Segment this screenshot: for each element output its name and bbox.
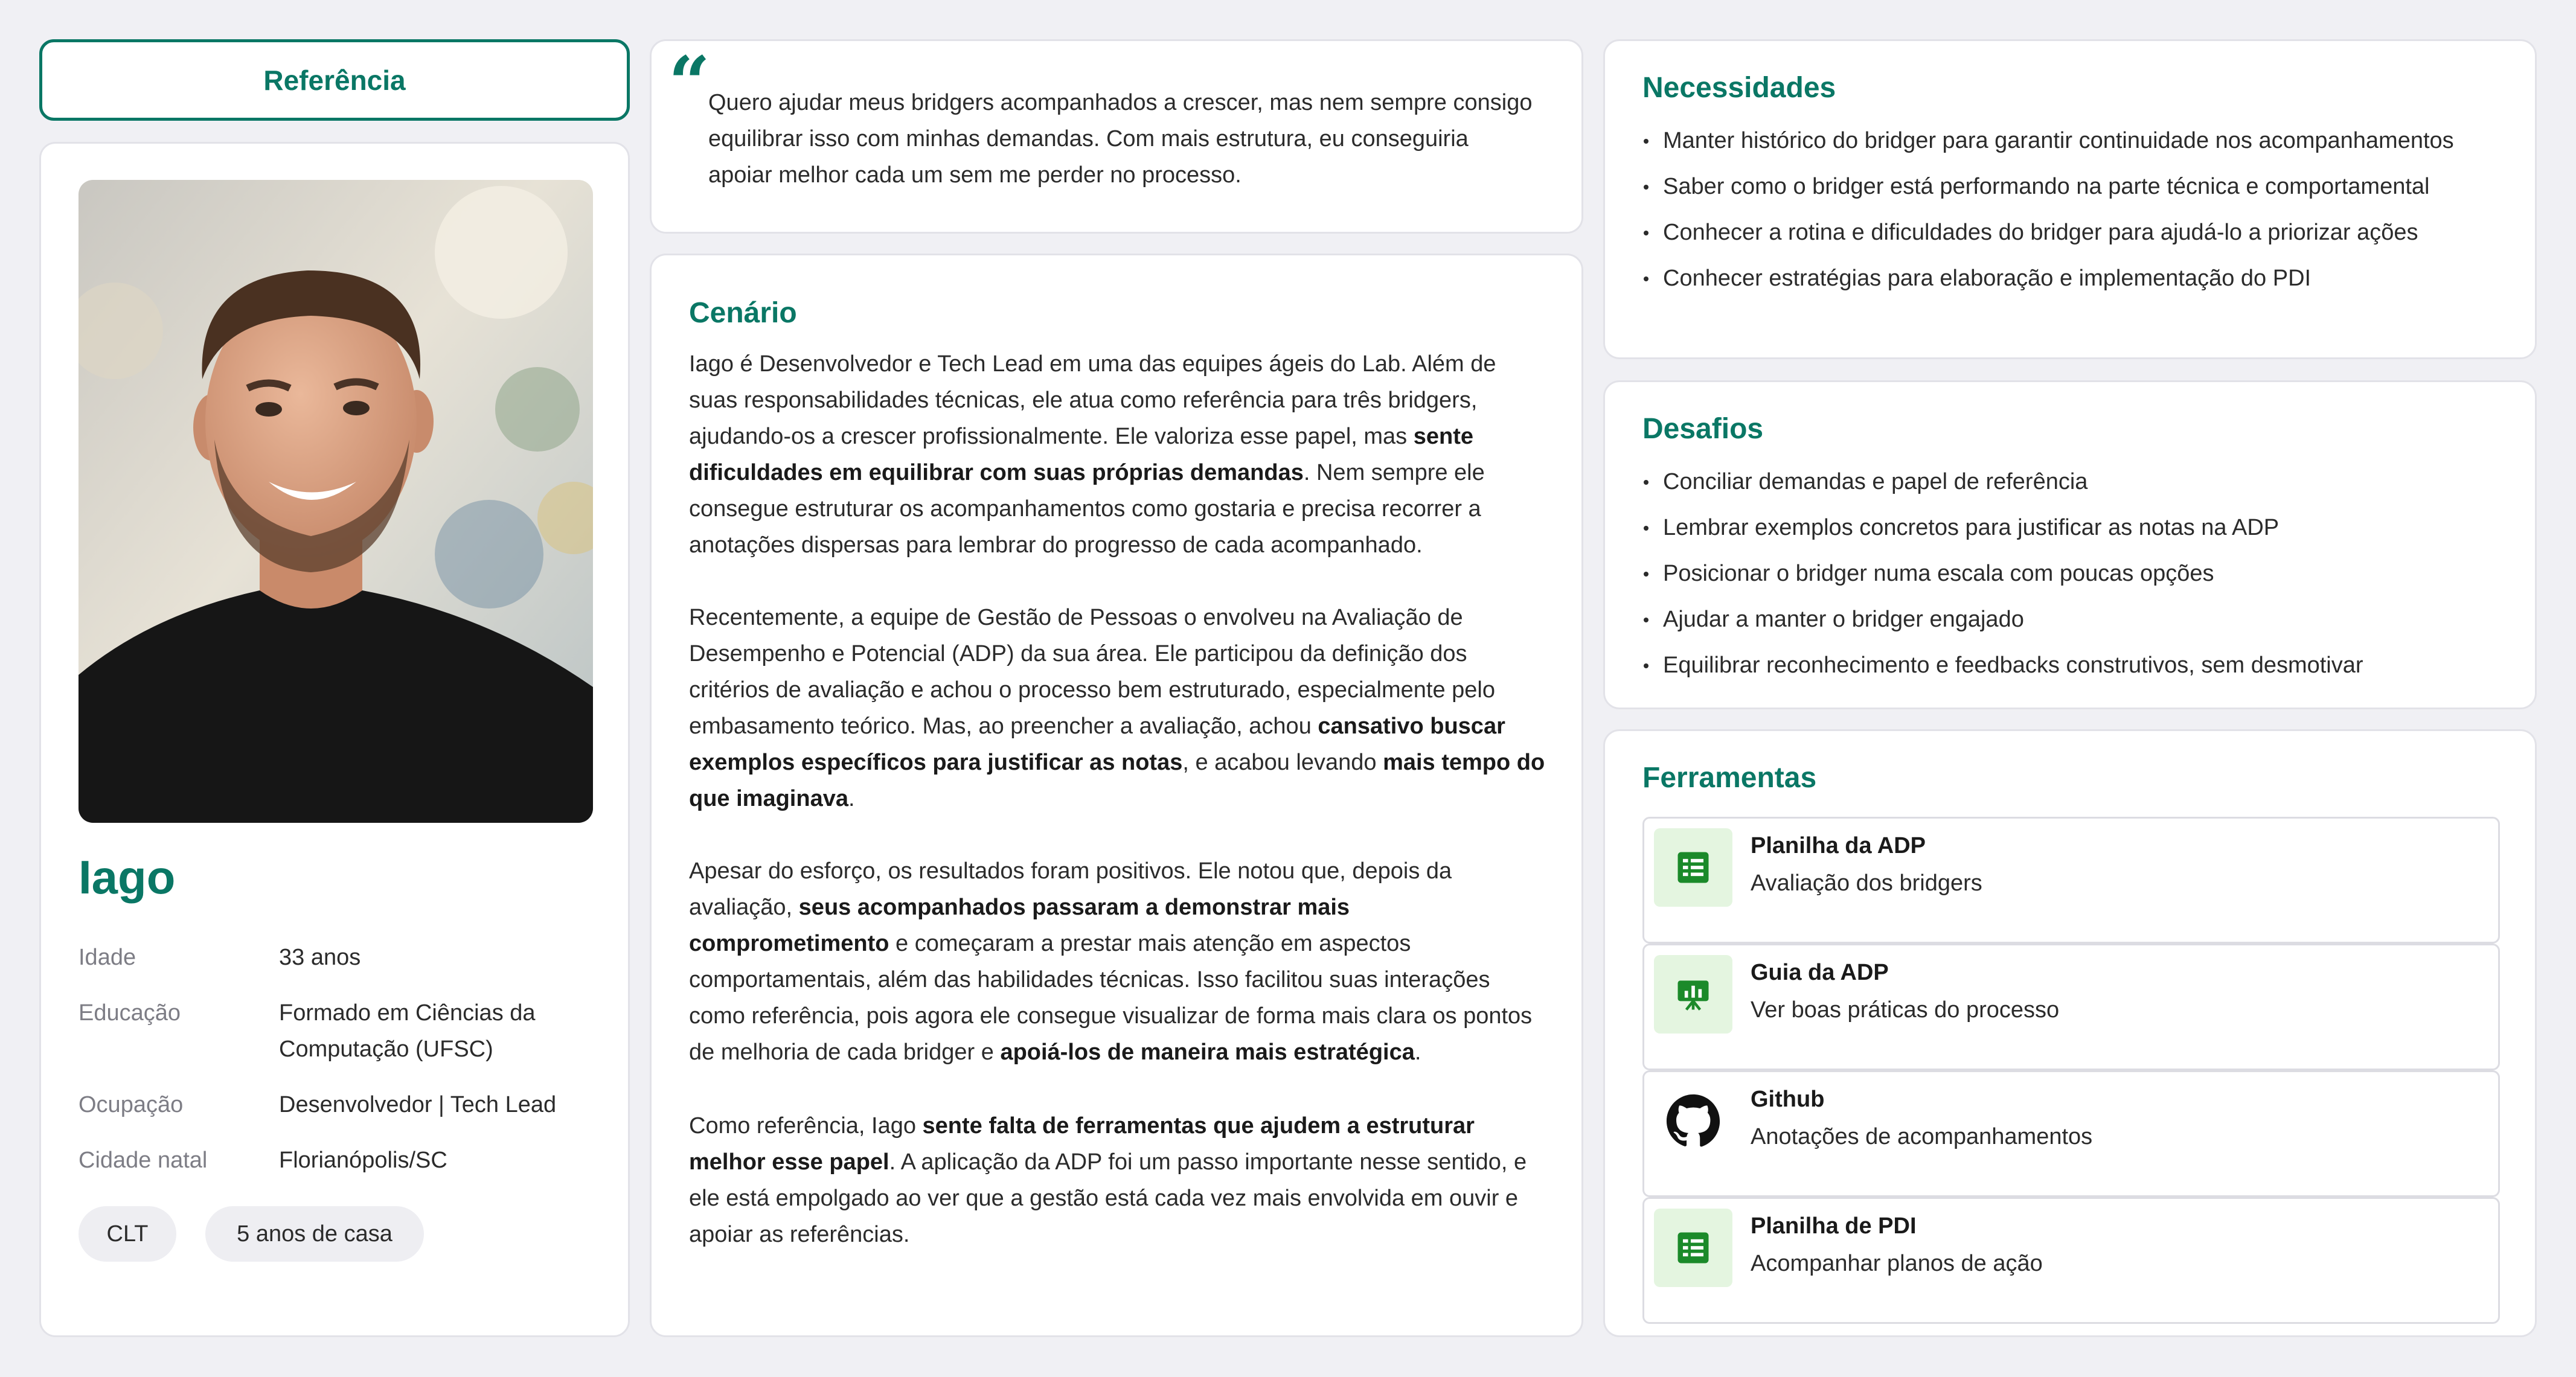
list-item: Equilibrar reconhecimento e feedbacks construtivos, sem desmotivar: [1642, 647, 2512, 683]
tool-subtitle: Avaliação dos bridgers: [1751, 871, 1982, 896]
presentation-icon: [1654, 955, 1732, 1034]
list-item: Manter histórico do bridger para garantir continuidade nos acompanhamentos: [1642, 123, 2512, 159]
tools-title: Ferramentas: [1642, 762, 1817, 794]
tool-subtitle: Ver boas práticas do processo: [1751, 997, 2060, 1023]
list-item: Conhecer estratégias para elaboração e implementação do PDI: [1642, 260, 2512, 296]
quote-icon: “: [668, 40, 711, 126]
scenario-paragraph: [689, 1108, 1549, 1253]
list-item: Ajudar a manter o bridger engajado: [1642, 601, 2512, 637]
scenario-text: . A aplicação da ADP foi um passo importante nesse sentido, e ele está empolgado ao ver que a gestão está cada vez mais envolvida em ouvir e apoiar as referências.: [689, 1149, 1527, 1247]
persona-photo: [78, 180, 593, 823]
scenario-text: Recentemente, a equipe de Gestão de Pessoas o envolveu na Avaliação de Desempenho e Potencial (ADP) da sua área. Ele participou da definição dos critérios de avaliação e achou o processo bem estruturado, especialmente pelo embasamento teórico. Mas, ao preencher a avaliação, achou: [689, 605, 1495, 739]
spreadsheet-icon: [1654, 1209, 1732, 1287]
persona-name: Iago: [78, 851, 176, 904]
scenario-title: Cenário: [689, 297, 797, 329]
tool-title: Guia da ADP: [1751, 960, 1889, 985]
info-value: Formado em Ciências da Computação (UFSC): [279, 1000, 536, 1062]
scenario-highlight: sente falta de ferramentas que ajudem a estruturar melhor esse papel: [689, 1113, 1475, 1175]
challenges-card: [1603, 380, 2537, 709]
scenario-text: e começaram a prestar mais atenção em aspectos comportamentais, além das habilidades técnicas. Isso facilitou suas interações como referência, pois agora ele consegue visualizar de forma mais clara os pontos de melhoria de cada bridger e: [689, 931, 1533, 1065]
scenario-paragraph: [689, 853, 1549, 1070]
scenario-text: Apesar do esforço, os resultados foram positivos. Ele notou que, depois da avaliação,: [689, 858, 1452, 920]
challenges-list: [1642, 464, 2512, 693]
list-item: Saber como o bridger está performando na parte técnica e comportamental: [1642, 168, 2512, 205]
scenario-highlight: apoiá-los de maneira mais estratégica: [1000, 1040, 1415, 1065]
challenges-title: Desafios: [1642, 413, 1764, 445]
tool-item-adp-guide[interactable]: [1642, 944, 2500, 1070]
info-label: Idade: [78, 945, 136, 970]
github-icon: [1654, 1082, 1732, 1160]
scenario-text: Como referência, Iago: [689, 1113, 923, 1139]
needs-list: [1642, 123, 2512, 306]
list-item: Lembrar exemplos concretos para justificar as notas na ADP: [1642, 510, 2512, 546]
tool-title: Planilha da ADP: [1751, 833, 1926, 858]
info-label: Cidade natal: [78, 1148, 208, 1173]
scenario-text: .: [848, 786, 855, 811]
persona-card: [39, 142, 630, 1337]
reference-tab-label: Referência: [263, 64, 406, 96]
tool-subtitle: Acompanhar planos de ação: [1751, 1251, 2043, 1276]
needs-card: [1603, 39, 2537, 359]
tool-item-adp-spreadsheet[interactable]: [1642, 817, 2500, 944]
spreadsheet-icon: [1654, 828, 1732, 907]
scenario-paragraph: [689, 346, 1549, 563]
info-label: Ocupação: [78, 1092, 184, 1117]
scenario-text: .: [1414, 1040, 1421, 1065]
tools-card: [1603, 729, 2537, 1337]
tool-title: Github: [1751, 1087, 1825, 1112]
tag-tenure: 5 anos de casa: [205, 1206, 424, 1262]
scenario-text: , e acabou levando: [1182, 750, 1383, 775]
scenario-highlight: seus acompanhados passaram a demonstrar mais comprometimento: [689, 895, 1350, 956]
scenario-highlight: cansativo buscar exemplos específicos para justificar as notas: [689, 714, 1505, 775]
scenario-card: [650, 254, 1583, 1337]
info-label: Educação: [78, 1000, 181, 1026]
quote-card: [650, 39, 1583, 234]
scenario-highlight: sente dificuldades em equilibrar com suas próprias demandas: [689, 424, 1474, 485]
tool-subtitle: Anotações de acompanhamentos: [1751, 1124, 2093, 1149]
list-item: Conciliar demandas e papel de referência: [1642, 464, 2512, 500]
tag-contract: CLT: [78, 1206, 176, 1262]
reference-tab[interactable]: [39, 39, 630, 121]
scenario-text: . Nem sempre ele consegue estruturar os acompanhamentos como gostaria e precisa recorrer a anotações dispersas para lembrar do progresso de cada acompanhado.: [689, 460, 1485, 558]
info-value: Desenvolvedor | Tech Lead: [279, 1092, 557, 1117]
tool-item-github[interactable]: [1642, 1070, 2500, 1197]
info-value: 33 anos: [279, 945, 361, 970]
list-item: Posicionar o bridger numa escala com poucas opções: [1642, 555, 2512, 592]
needs-title: Necessidades: [1642, 72, 1836, 104]
tool-title: Planilha de PDI: [1751, 1213, 1917, 1239]
list-item: Conhecer a rotina e dificuldades do bridger para ajudá-lo a priorizar ações: [1642, 214, 2512, 251]
scenario-text: Iago é Desenvolvedor e Tech Lead em uma das equipes ágeis do Lab. Além de suas responsabilidades técnicas, ele atua como referência para três bridgers, ajudando-os a crescer profissionalmente. Ele valoriza esse papel, mas: [689, 351, 1496, 449]
scenario-highlight: mais tempo do que imaginava: [689, 750, 1545, 811]
scenario-paragraph: [689, 599, 1549, 817]
tool-item-pdi-spreadsheet[interactable]: [1642, 1197, 2500, 1324]
info-value: Florianópolis/SC: [279, 1148, 447, 1173]
quote-text: Quero ajudar meus bridgers acompanhados a crescer, mas nem sempre consigo equilibrar isso com minhas demandas. Com mais estrutura, eu conseguiria apoiar melhor cada um sem me perder no processo.: [708, 90, 1533, 188]
